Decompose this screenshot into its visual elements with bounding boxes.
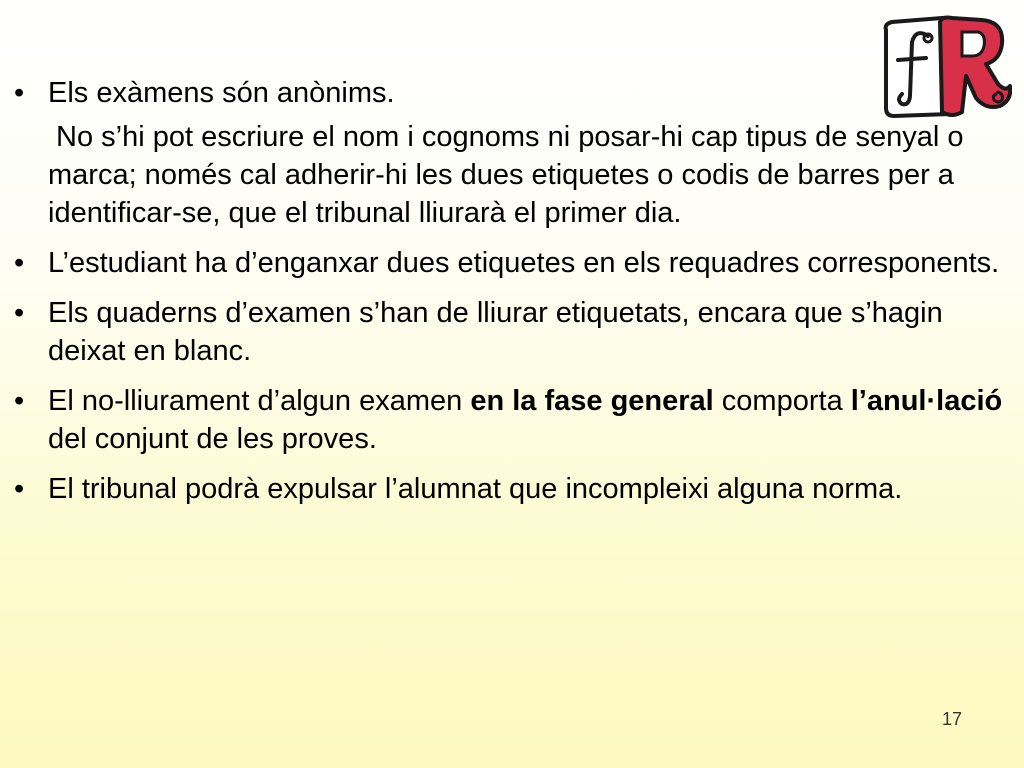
bullet-icon: • [14,473,25,505]
text-part: comporta [713,385,851,417]
bullet-item-anonymous [14,74,1019,112]
bullet-item-labels [14,244,1019,282]
bullet-text: L’estudiant ha d’enganxar dues etiquetes en els requadres corresponents. [48,247,1000,279]
bold-text-annulment: l’anul·lació [850,385,1003,417]
bullet-text: Els exàmens són anònims. [48,77,395,109]
bullet-icon: • [14,385,25,417]
bullet-item-notebooks [14,294,1019,370]
paragraph-no-name [14,118,1019,232]
bullet-text [48,382,1019,458]
slide-content [14,74,1019,520]
bold-text-general-phase: en la fase general [470,385,714,417]
bullet-item-annulment [14,382,1019,458]
bullet-text: Els quaderns d’examen s’han de lliurar etiquetats, encara que s’hagin deixat en blanc. [48,297,943,367]
page-number: 17 [941,709,962,729]
bullet-icon: • [14,297,25,329]
text-part: del conjunt de les proves. [48,423,377,455]
bullet-icon: • [14,77,25,109]
paragraph-text: No s’hi pot escriure el nom i cognoms ni posar-hi cap tipus de senyal o marca; només cal adherir-hi les dues etiquetes o codis de barres per a identificar-se, que el tribunal lliurarà el primer dia. [48,121,964,229]
text-part: El no-lliurament d’algun examen [48,385,471,417]
bullet-icon: • [14,247,25,279]
bullet-item-expulsion [14,470,1019,508]
bullet-text: El tribunal podrà expulsar l’alumnat que incompleixi alguna norma. [48,473,903,505]
